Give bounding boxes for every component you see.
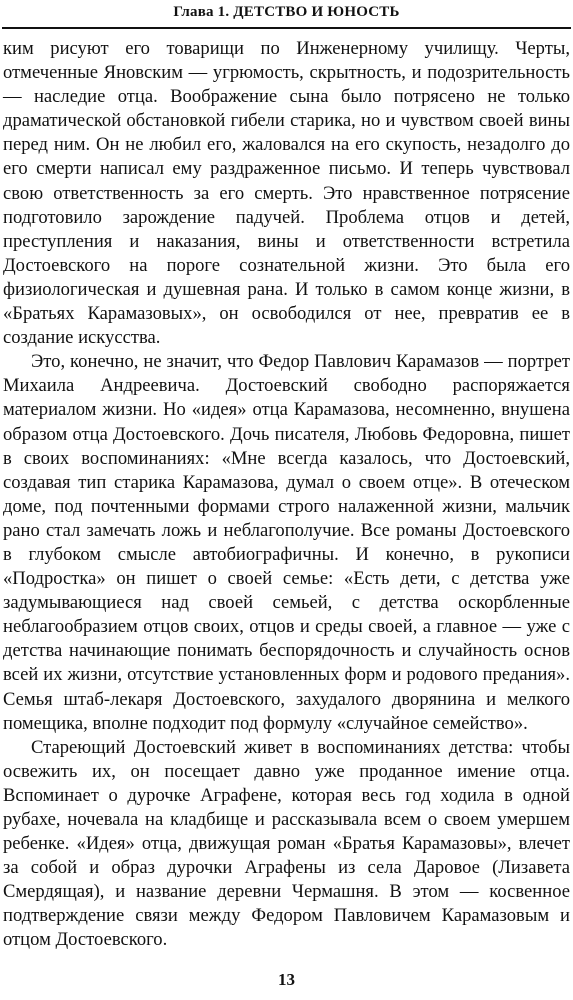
paragraph-3: Стареющий Достоевский живет в воспоминаниях детства: чтобы освежить их, он посещает давно уже проданное имение отца. Вспоминает о дурочке Аграфене, которая весь год ходила в одной рубахе, ночевала на кладбище и рассказывала всем о своем умершем ребенке. «Идея» отца, движущая роман «Братья Карамазовы», влечет за собой и образ дурочки Аграфены из села Даровое (Лизавета Смердящая), и название деревни Чермашня. В этом — косвенное подтверждение связи между Федором Павловичем Карамазовым и отцом Достоевского. — [3, 736, 570, 951]
paragraph-1: ким рисуют его товарищи по Инженерному училищу. Черты, отмеченные Яновским — угрюмость, скрытность, и подозрительность — наследие отца. Воображение сына было потрясено не только драматической обстановкой гибели старика, но и чувством своей вины перед ним. Он не любил его, жаловался на его скупость, незадолго до его смерти написал ему раздраженное письмо. И теперь чувствовал свою ответственность за его смерть. Это нравственное потрясение подготовило зарождение падучей. Проблема отцов и детей, преступления и наказания, вины и ответственности встретила Достоевского на пороге сознательной жизни. Это была его физиологическая и душевная рана. И только в самом конце жизни, в «Братьях Карамазовых», он освободился от нее, превратив ее в создание искусства. — [3, 38, 570, 349]
running-header: Глава 1. ДЕТСТВО И ЮНОСТЬ — [173, 4, 400, 20]
page-number: 13 — [278, 970, 295, 989]
page-body — [3, 37, 570, 953]
header-divider — [2, 27, 571, 29]
paragraph-2: Это, конечно, не значит, что Федор Павлович Карамазов — портрет Михаила Андреевича. Достоевский свободно распоряжается материалом жизни. Но «идея» отца Карамазова, несомненно, внушена образом отца Достоевского. Дочь писателя, Любовь Федоровна, пишет в своих воспоминаниях: «Мне всегда казалось, что Достоевский, создавая тип старика Карамазова, думал о своем отце». В отеческом доме, под почтенными формами строго налаженной жизни, мальчик рано стал замечать ложь и неблагополучие. Все романы Достоевского в глубоком смысле автобиографичны. И конечно, в рукописи «Подростка» он пишет о своей семье: «Есть дети, с детства уже задумывающиеся над своей семьей, с детства оскорбленные неблагообразием отцов своих, отцов и среды своей, а главное — уже с детства начинающие понимать беспорядочность и случайность основ всей их жизни, отсутствие установленных форм и родового предания». Семья штаб-лекаря Достоевского, захудалого дворянина и мелкого помещика, вполне подходит под формулу «случайное семейство». — [3, 351, 570, 734]
